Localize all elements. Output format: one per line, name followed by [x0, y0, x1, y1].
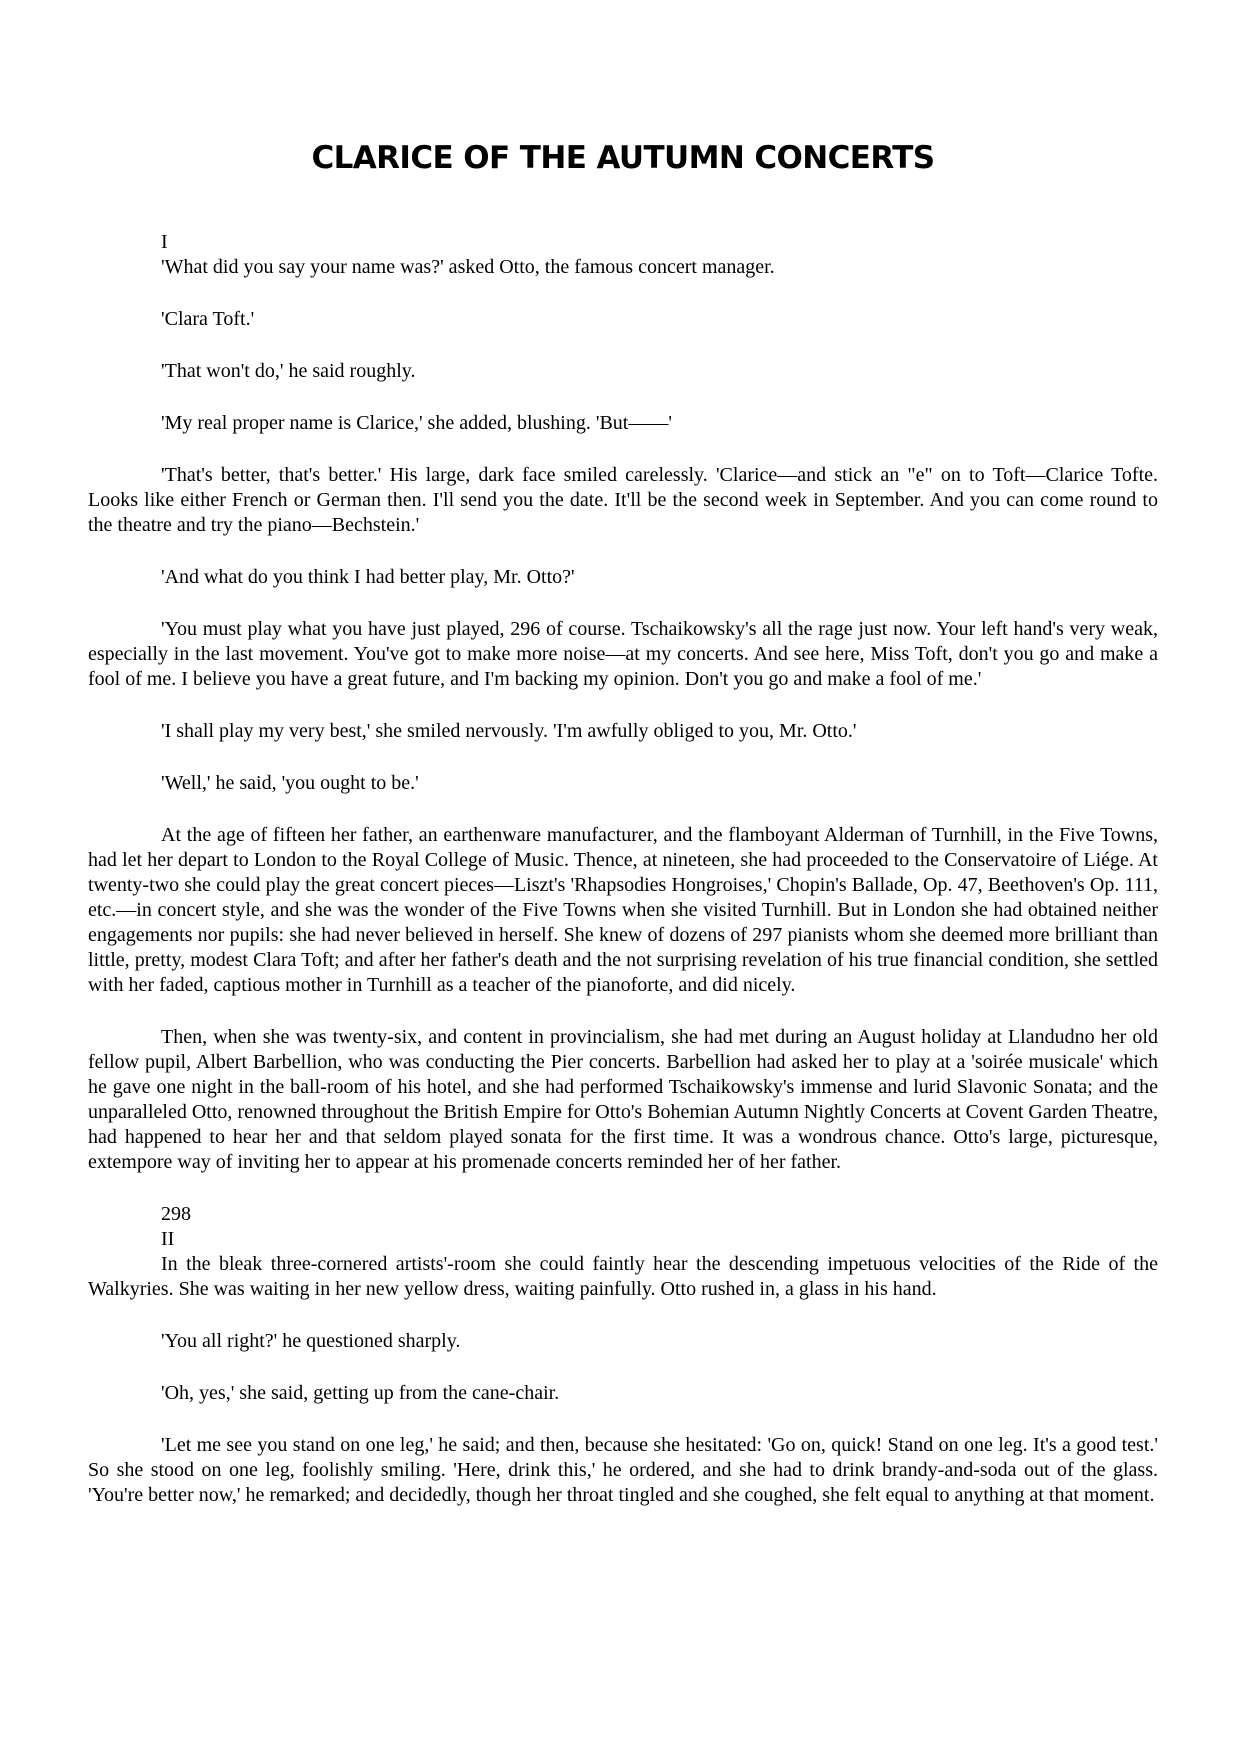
paragraph-9: 'Well,' he said, 'you ought to be.' [161, 772, 419, 794]
section-number-1: I [161, 231, 168, 253]
paragraph-8: 'I shall play my very best,' she smiled nervously. 'I'm awfully obliged to you, Mr. Otto.' [161, 720, 857, 742]
paragraph-5: 'That's better, that's better.' His large, dark face smiled carelessly. 'Clarice—and stick an "e" on to Toft—Clarice Tofte. Looks like either French or German then. I'll send you the date. It'll be the second week in September. And you can come round to the theatre and try the piano—Bechstein.' [88, 464, 1158, 536]
paragraph-6: 'And what do you think I had better play, Mr. Otto?' [161, 566, 575, 588]
page-number: 298 [161, 1203, 191, 1225]
paragraph-15: 'Let me see you stand on one leg,' he said; and then, because she hesitated: 'Go on, quick! Stand on one leg. It's a good test.' So she stood on one leg, foolishly smiling. 'Here, drink this,' he ordered, and she had to drink brandy-and-soda out of the glass. 'You're better now,' he remarked; and decidedly, though her throat tingled and she coughed, she felt equal to anything at that moment. [88, 1434, 1158, 1506]
paragraph-2: 'Clara Toft.' [161, 308, 255, 330]
paragraph-11: Then, when she was twenty-six, and content in provincialism, she had met during an August holiday at Llandudno her old fellow pupil, Albert Barbellion, who was conducting the Pier concerts. Barbellion had asked her to play at a 'soirée musicale' which he gave one night in the ball-room of his hotel, and she had performed Tschaikowsky's immense and lurid Slavonic Sonata; and the unparalleled Otto, renowned throughout the British Empire for Otto's Bohemian Autumn Nightly Concerts at Covent Garden Theatre, had happened to hear her and that seldom played sonata for the first time. It was a wondrous chance. Otto's large, picturesque, extempore way of inviting her to appear at his promenade concerts reminded her of her father. [88, 1026, 1158, 1173]
paragraph-3: 'That won't do,' he said roughly. [161, 360, 416, 382]
document-body [88, 230, 1158, 1535]
paragraph-14: 'Oh, yes,' she said, getting up from the cane-chair. [161, 1382, 560, 1404]
paragraph-13: 'You all right?' he questioned sharply. [161, 1330, 461, 1352]
paragraph-1: 'What did you say your name was?' asked Otto, the famous concert manager. [161, 256, 775, 278]
document-page [88, 0, 1158, 1755]
paragraph-7: 'You must play what you have just played, 296 of course. Tschaikowsky's all the rage just now. Your left hand's very weak, especially in the last movement. You've got to make more noise—at my concerts. And see here, Miss Toft, don't you go and make a fool of me. I believe you have a great future, and I'm backing my opinion. Don't you go and make a fool of me.' [88, 618, 1158, 690]
paragraph-4: 'My real proper name is Clarice,' she added, blushing. 'But——' [161, 412, 672, 434]
page-title: CLARICE OF THE AUTUMN CONCERTS [311, 140, 935, 176]
section-number-2: II [161, 1228, 175, 1250]
paragraph-10: At the age of fifteen her father, an earthenware manufacturer, and the flamboyant Alderman of Turnhill, in the Five Towns, had let her depart to London to the Royal College of Music. Thence, at nineteen, she had proceeded to the Conservatoire of Liége. At twenty-two she could play the great concert pieces—Liszt's 'Rhapsodies Hongroises,' Chopin's Ballade, Op. 47, Beethoven's Op. 111, etc.—in concert style, and she was the wonder of the Five Towns when she visited Turnhill. But in London she had obtained neither engagements nor pupils: she had never believed in herself. She knew of dozens of 297 pianists whom she deemed more brilliant than little, pretty, modest Clara Toft; and after her father's death and the not surprising revelation of his true financial condition, she settled with her faded, captious mother in Turnhill as a teacher of the pianoforte, and did nicely. [88, 824, 1158, 996]
paragraph-12: In the bleak three-cornered artists'-room she could faintly hear the descending impetuous velocities of the Ride of the Walkyries. She was waiting in her new yellow dress, waiting painfully. Otto rushed in, a glass in his hand. [88, 1253, 1158, 1300]
